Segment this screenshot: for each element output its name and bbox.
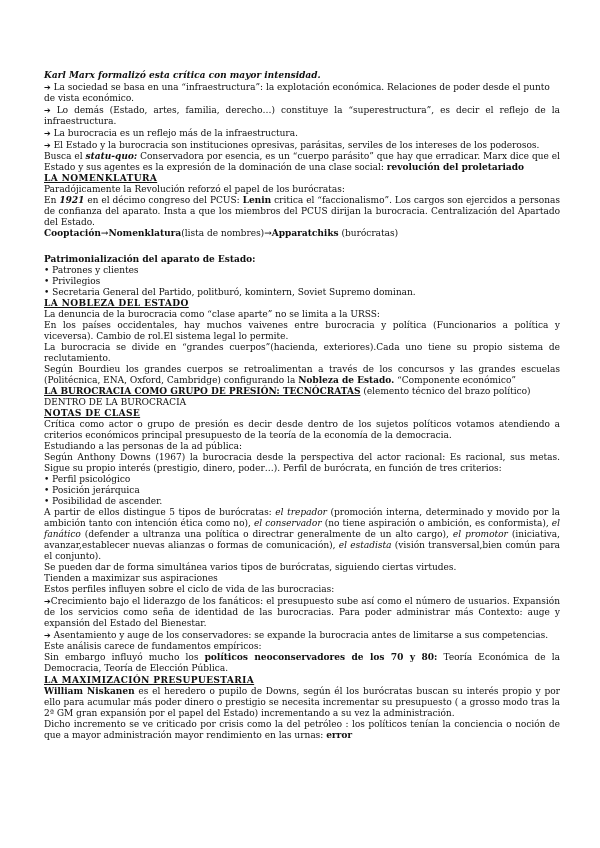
tipos-burocratas: A partir de ellos distingue 5 tipos de burócratas: el trepador (promoción interna, determinado y movido por la ambición tanto con intención ética como no), el conservador (no tiene aspiración o ambición, es conformista), el fanático (defender a ultranza una política o directrar generalmente de un alto cargo), el promotor (iniciativa, avanzar,establecer nuevas alianzas o formas de comunicación), el estadista (visión transversal,bien común para el conjunto). [44, 508, 561, 562]
combinacion-p1: Se pueden dar de forma simultánea varios tipos de burócratas, siguiendo ciertas virtudes. [44, 563, 457, 573]
patri-item-1: • Patrones y clientes [44, 266, 139, 276]
heading-nomenklatura: LA NOMENKLATURA [44, 174, 158, 184]
arrow-right-icon: ➔ [44, 129, 51, 138]
nobleza-p2: En los países occidentales, hay muchos vaivenes entre burocracia y política (Funcionarios a política y viceversa). Cambio de rol.El sistema legal lo permite. [44, 321, 560, 342]
marx-point-1: ➔ La sociedad se basa en una “infraestructura”: la explotación económica. Relaciones de poder desde el punto de vista económico. [44, 83, 550, 104]
ciclo-point-2: ➔ Asentamiento y auge de los conservadores: se expande la burocracia antes de limitarse a sus competencias. [44, 631, 549, 641]
ciclo-p4: Sin embargo influyó mucho los políticos neoconservadores de los 70 y 80: Teoría Económica de la Democracia, Teoría de Elección Pública. [44, 653, 560, 674]
marx-point-4: ➔ El Estado y la burocracia son instituciones opresivas, parásitas, serviles de los intereses de los poderosos. [44, 141, 540, 151]
dentro-burocracia: DENTRO DE LA BUROCRACIA [44, 398, 187, 408]
nobleza-p1: La denuncia de la burocracia como “clase aparte” no se limita a la URSS: [44, 310, 380, 320]
heading-nobleza: LA NOBLEZA DEL ESTADO [44, 299, 189, 309]
criterio-3: • Posibilidad de ascender. [44, 497, 163, 507]
arrow-right-icon: ➔ [44, 597, 51, 606]
arrow-right-icon: ➔ [44, 106, 51, 115]
marx-statu-quo: Busca el statu-quo: Conservadora por esencia, es un “cuerpo parásito” que hay que erradicar. Marx dice que el Estado y sus agentes es la expresión de la dominación de una clase social: revolución del proletariado [44, 152, 560, 173]
ciclo-point-1: ➔Crecimiento bajo el liderazgo de los fanáticos: el presupuesto sube así como el número de usuarios. Expansión de los servicios como seña de identidad de las burocracias. Para poder administrar más Contexto: auge y expansión del Estado del Bienestar. [44, 597, 560, 629]
max-p2: Dicho incremento se ve criticado por crisis como la del petróleo : los políticos tenían la conciencia o noción de que a mayor administración mayor rendimiento en las urnas: error [44, 720, 560, 741]
heading-maximizacion: LA MAXIMIZACIÓN PRESUPUESTARIA [44, 676, 255, 686]
criterio-1: • Perfil psicológico [44, 475, 131, 485]
notas-p2: Estudiando a las personas de la ad pública: [44, 442, 243, 452]
combinacion-p2: Tienden a maximizar sus aspiraciones [44, 574, 218, 584]
section-marx [44, 71, 560, 240]
nobleza-p3: La burocracia se divide en “grandes cuerpos”(hacienda, exteriores).Cada uno tiene su propio sistema de reclutamiento. [44, 343, 560, 364]
patri-item-3: • Secretaria General del Partido, politburó, komintern, Soviet Supremo dominan. [44, 288, 416, 298]
notas-p1: Crítica como actor o grupo de presión es decir desde dentro de los sujetos políticos votamos atendiendo a criterios económicos principal presupuesto de la teoría de la economía de la democracia. [44, 420, 560, 441]
arrow-right-icon: ➔ [44, 83, 51, 92]
nobleza-p4: Según Bourdieu los grandes cuerpos se retroalimentan a través de los concursos y las grandes escuelas (Politécnica, ENA, Oxford, Cambridge) configurando la Nobleza de Estado. “Componente económico” [44, 365, 560, 386]
section-maximizacion [44, 676, 560, 742]
marx-point-2: ➔ Lo demás (Estado, artes, familia, derecho…) constituye la “superestructura”, es decir el reflejo de la infraestructura. [44, 106, 560, 127]
max-p1: William Niskanen es el heredero o pupilo de Downs, según él los burócratas buscan su interés propio y por ello para acumular más poder dinero o prestigio se necesita incrementar su presupuesto ( a grosso modo tras la 2ª GM gran expansión por el papel del Estado) incrementando a su vez la administración. [44, 687, 560, 719]
heading-notas: NOTAS DE CLASE [44, 409, 141, 419]
heading-marx: Karl Marx formalizó esta crítica con mayor intensidad. [44, 71, 321, 81]
heading-patrimonializacion: Patrimonialización del aparato de Estado: [44, 255, 256, 265]
arrow-right-icon: ➔ [44, 141, 51, 150]
criterio-2: • Posición jerárquica [44, 486, 140, 496]
ciclo-p3: Este análisis carece de fundamentos empíricos: [44, 642, 262, 652]
nomen-intro: Paradójicamente la Revolución reforzó el papel de los burócratas: [44, 185, 345, 195]
combinacion-p3: Estos perfiles influyen sobre el ciclo de vida de las burocracias: [44, 585, 335, 595]
notas-p3: Según Anthony Downs (1967) la burocracia desde la perspectiva del actor racional: Es racional, sus metas. Sigue su propio interés (prestigio, dinero, poder…). Perfil de burócrata, en función de tres criterios: [44, 453, 560, 474]
arrow-right-icon: ➔ [44, 631, 51, 640]
nomen-lenin: En 1921 en el décimo congreso del PCUS: Lenin critica el “faccionalismo”. Los cargos son ejercidos a personas de confianza del aparato. Insta a que los miembros del PCUS dirijan la burocracia. Centralización del Apartado del Estado. [44, 196, 560, 228]
marx-point-3: ➔ La burocracia es un reflejo más de la infraestructura. [44, 129, 298, 139]
patri-item-2: • Privilegios [44, 277, 101, 287]
section-patrimonializacion [44, 255, 560, 675]
heading-grupo-presion: LA BUROCRACIA COMO GRUPO DE PRESIÓN: TECNÓCRATAS (elemento técnico del brazo político) [44, 387, 531, 397]
nomen-chain: Cooptación→Nomenklatura(lista de nombres)→Apparatchiks (burócratas) [44, 229, 399, 239]
